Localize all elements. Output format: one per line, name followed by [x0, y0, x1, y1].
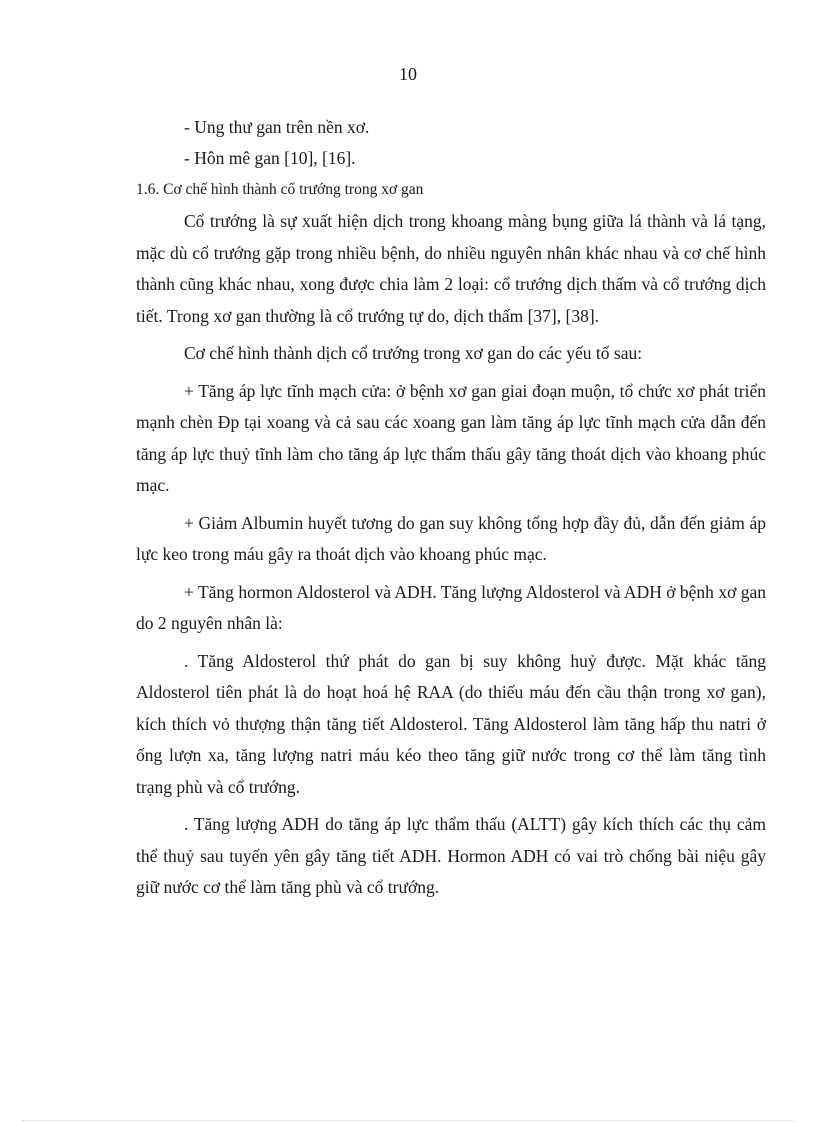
paragraph: . Tăng Aldosterol thứ phát do gan bị suy không huỷ được. Mặt khác tăng Aldosterol tiên phát là do hoạt hoá hệ RAA (do thiếu máu đến cầu thận trong xơ gan), kích thích vỏ thượng thận tăng tiết Aldosterol. Tăng Aldosterol làm tăng hấp thu natri ở ống lượn xa, tăng lượng natri máu kéo theo tăng giữ nước trong cơ thể làm tăng tình trạng phù và cổ trướng.: [136, 650, 766, 797]
page-content: [136, 112, 766, 910]
paragraph: Cơ chế hình thành dịch cổ trướng trong xơ gan do các yếu tố sau:: [184, 343, 643, 363]
page-number: 10: [399, 64, 417, 84]
list-item: - Hôn mê gan [10], [16].: [184, 148, 356, 168]
paragraph: + Tăng hormon Aldosterol và ADH. Tăng lượng Aldosterol và ADH ở bệnh xơ gan do 2 nguyên nhân là:: [136, 581, 766, 633]
page-bottom-divider: [22, 1120, 794, 1121]
paragraph: + Giảm Albumin huyết tương do gan suy không tổng hợp đầy đủ, dẫn đến giảm áp lực keo trong máu gây ra thoát dịch vào khoang phúc mạc.: [136, 512, 766, 564]
paragraph: Cổ trướng là sự xuất hiện dịch trong khoang màng bụng giữa lá thành và lá tạng, mặc dù cổ trướng gặp trong nhiều bệnh, do nhiều nguyên nhân khác nhau và cơ chế hình thành cũng khác nhau, xong được chia làm 2 loại: cổ trướng dịch thấm và cổ trướng dịch tiết. Trong xơ gan thường là cổ trướng tự do, dịch thấm [37], [38].: [136, 211, 766, 326]
paragraph: . Tăng lượng ADH do tăng áp lực thẩm thấu (ALTT) gây kích thích các thụ cảm thể thuỷ sau tuyến yên gây tăng tiết ADH. Hormon ADH có vai trò chống bài niệu gây giữ nước cơ thể làm tăng phù và cổ trướng.: [136, 814, 766, 897]
paragraph: + Tăng áp lực tĩnh mạch cửa: ở bệnh xơ gan giai đoạn muộn, tổ chức xơ phát triển mạnh chèn Đp tại xoang và cả sau các xoang gan làm tăng áp lực tĩnh mạch cửa dẫn đến tăng áp lực thuỷ tĩnh làm cho tăng áp lực thẩm thấu gây tăng thoát dịch vào khoang phúc mạc.: [136, 380, 766, 495]
list-item: - Ung thư gan trên nền xơ.: [184, 117, 370, 137]
section-heading: 1.6. Cơ chế hình thành cổ trướng trong xơ gan: [136, 181, 424, 198]
